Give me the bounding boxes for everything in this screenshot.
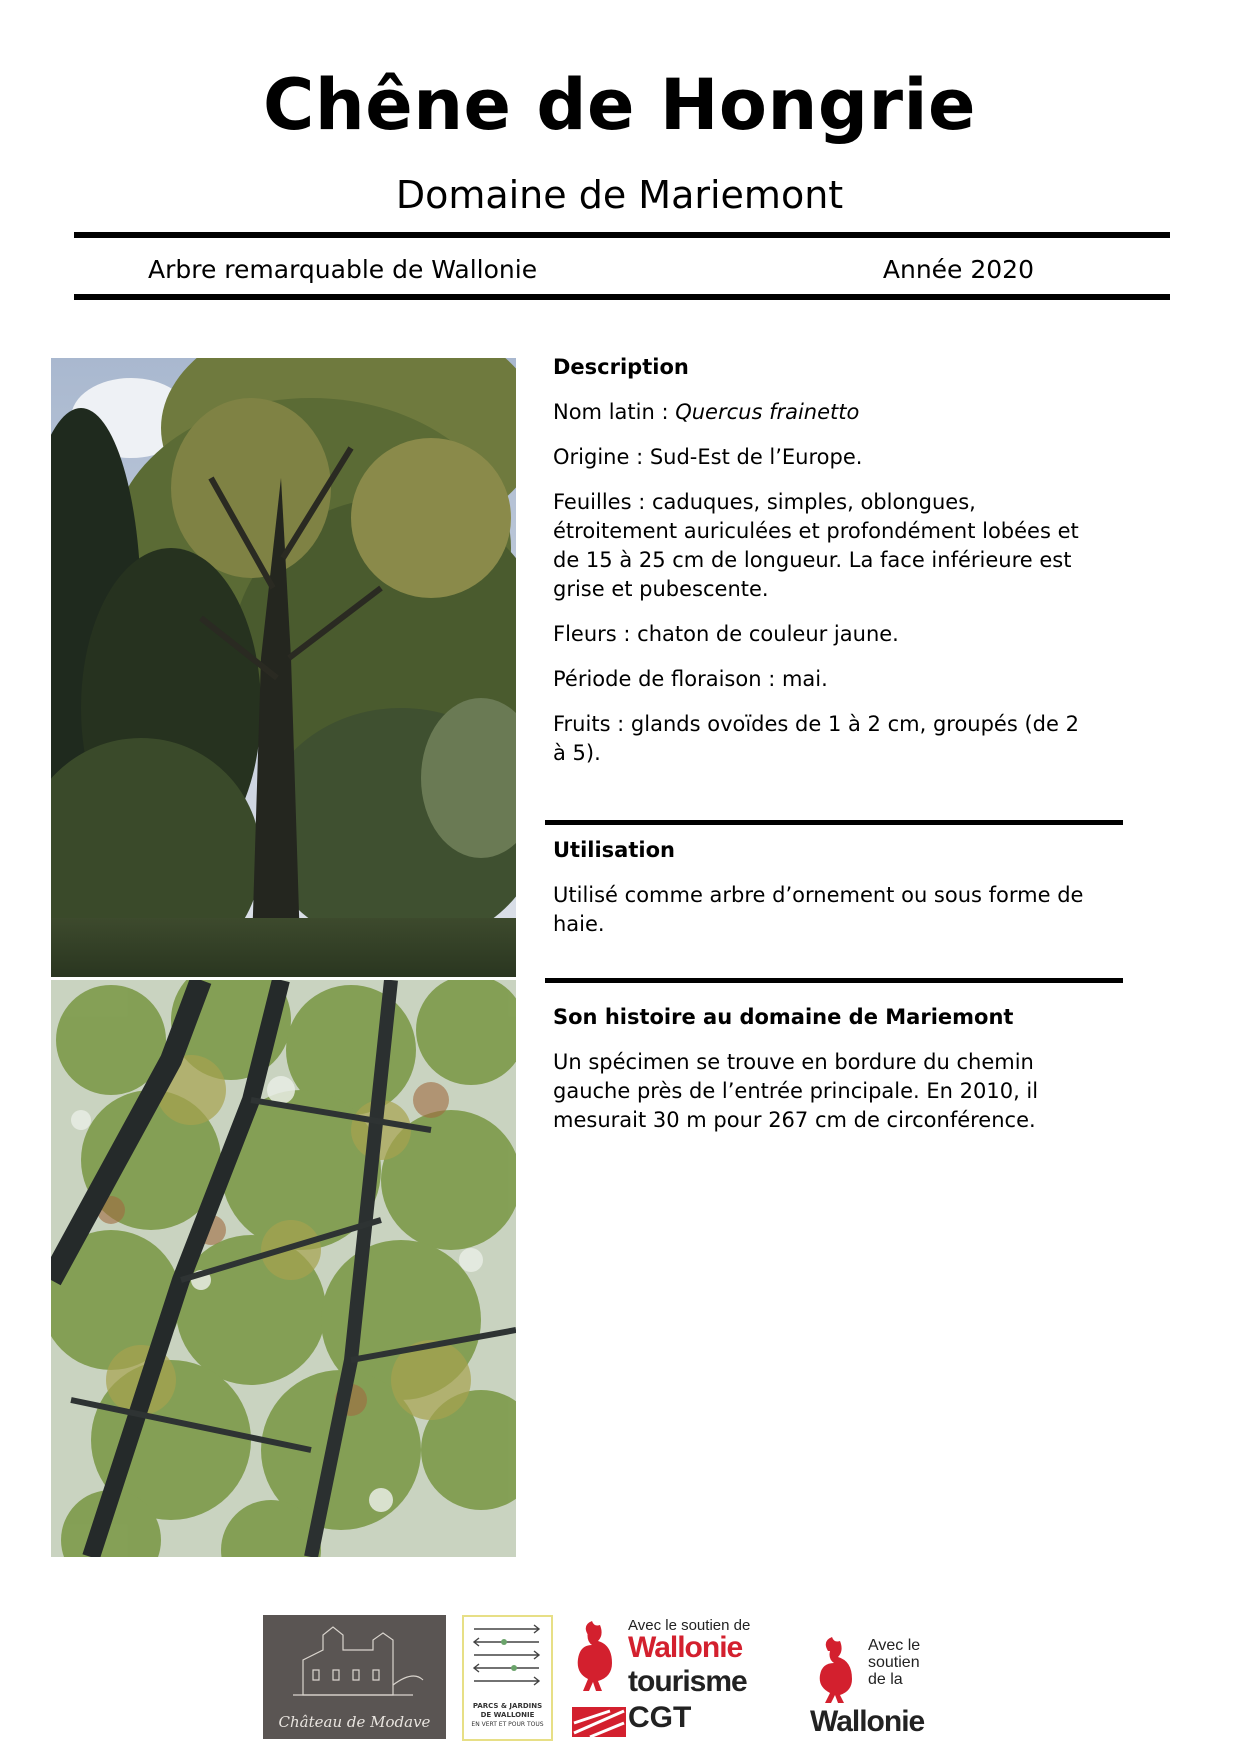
- wt-cgt-text: CGT: [628, 1701, 692, 1734]
- parcs-line-1: PARCS & JARDINS: [472, 1702, 543, 1710]
- latin-name: Quercus frainetto: [675, 400, 860, 424]
- parcs-logo-text: [464, 1702, 551, 1729]
- sponsor-logos: [0, 1605, 1239, 1738]
- page-title: Chêne de Hongrie: [263, 64, 976, 146]
- description-section: [553, 353, 1098, 784]
- wallonie-logo: [808, 1635, 978, 1738]
- wallonie-text: Wallonie: [810, 1705, 925, 1738]
- histoire-text: Un spécimen se trouve en bordure du chemin gauche près de l’entrée principale. En 2010, il mesurait 30 m pour 267 cm de circonférence.: [553, 1050, 1039, 1132]
- wt-support-text: Avec le soutien de: [628, 1617, 751, 1634]
- latin-name-line: [553, 398, 1098, 427]
- parcs-jardins-logo: [462, 1615, 553, 1741]
- chateau-building-icon: [263, 1615, 446, 1710]
- utilisation-text: Utilisé comme arbre d’ornement ou sous forme de haie.: [553, 883, 1084, 936]
- header-rule-bottom: [74, 294, 1170, 300]
- leaves-photo: [51, 980, 516, 1557]
- parcs-line-2: DE WALLONIE: [480, 1711, 535, 1719]
- wt-wallonie-text: Wallonie: [628, 1631, 743, 1664]
- feuilles-line: Feuilles : caduques, simples, oblongues, étroitement auriculées et profondément lobées et de 15 à 25 cm de longueur. La face inférieure est grise et pubescente.: [553, 490, 1079, 601]
- histoire-section: [553, 1003, 1098, 1151]
- section-divider: [545, 978, 1123, 983]
- origine-line: Origine : Sud-Est de l’Europe.: [553, 445, 863, 469]
- chateau-logo-caption: Château de Modave: [278, 1713, 431, 1731]
- year-label: Année 2020: [882, 255, 1034, 284]
- w-small-line-3: de la: [868, 1671, 903, 1688]
- header-rule-top: [74, 232, 1170, 238]
- w-small-line-1: Avec le: [868, 1637, 921, 1654]
- histoire-heading: Son histoire au domaine de Mariemont: [553, 1005, 1014, 1029]
- tree-photo: [51, 358, 516, 977]
- section-divider: [545, 820, 1123, 825]
- floraison-line: Période de floraison : mai.: [553, 667, 828, 691]
- parcs-line-3: EN VERT ET POUR TOUS: [471, 1721, 544, 1728]
- description-heading: Description: [553, 355, 689, 379]
- w-small-line-2: soutien: [868, 1654, 920, 1671]
- latin-label: Nom latin :: [553, 400, 676, 424]
- chateau-de-modave-logo: [263, 1615, 446, 1739]
- utilisation-heading: Utilisation: [553, 838, 675, 862]
- wallonie-tourisme-logo: [570, 1615, 770, 1740]
- wallonie-support-text: [868, 1637, 920, 1688]
- wt-tourisme-text: tourisme: [628, 1665, 747, 1698]
- page-subtitle: Domaine de Mariemont: [395, 173, 844, 217]
- rooster-icon: [570, 1615, 628, 1740]
- category-label: Arbre remarquable de Wallonie: [148, 255, 538, 284]
- rooster-icon: [810, 1635, 866, 1705]
- fleurs-line: Fleurs : chaton de couleur jaune.: [553, 622, 899, 646]
- arrows-icon: [464, 1617, 551, 1692]
- utilisation-section: [553, 836, 1098, 955]
- fruits-line: Fruits : glands ovoïdes de 1 à 2 cm, groupés (de 2 à 5).: [553, 712, 1079, 765]
